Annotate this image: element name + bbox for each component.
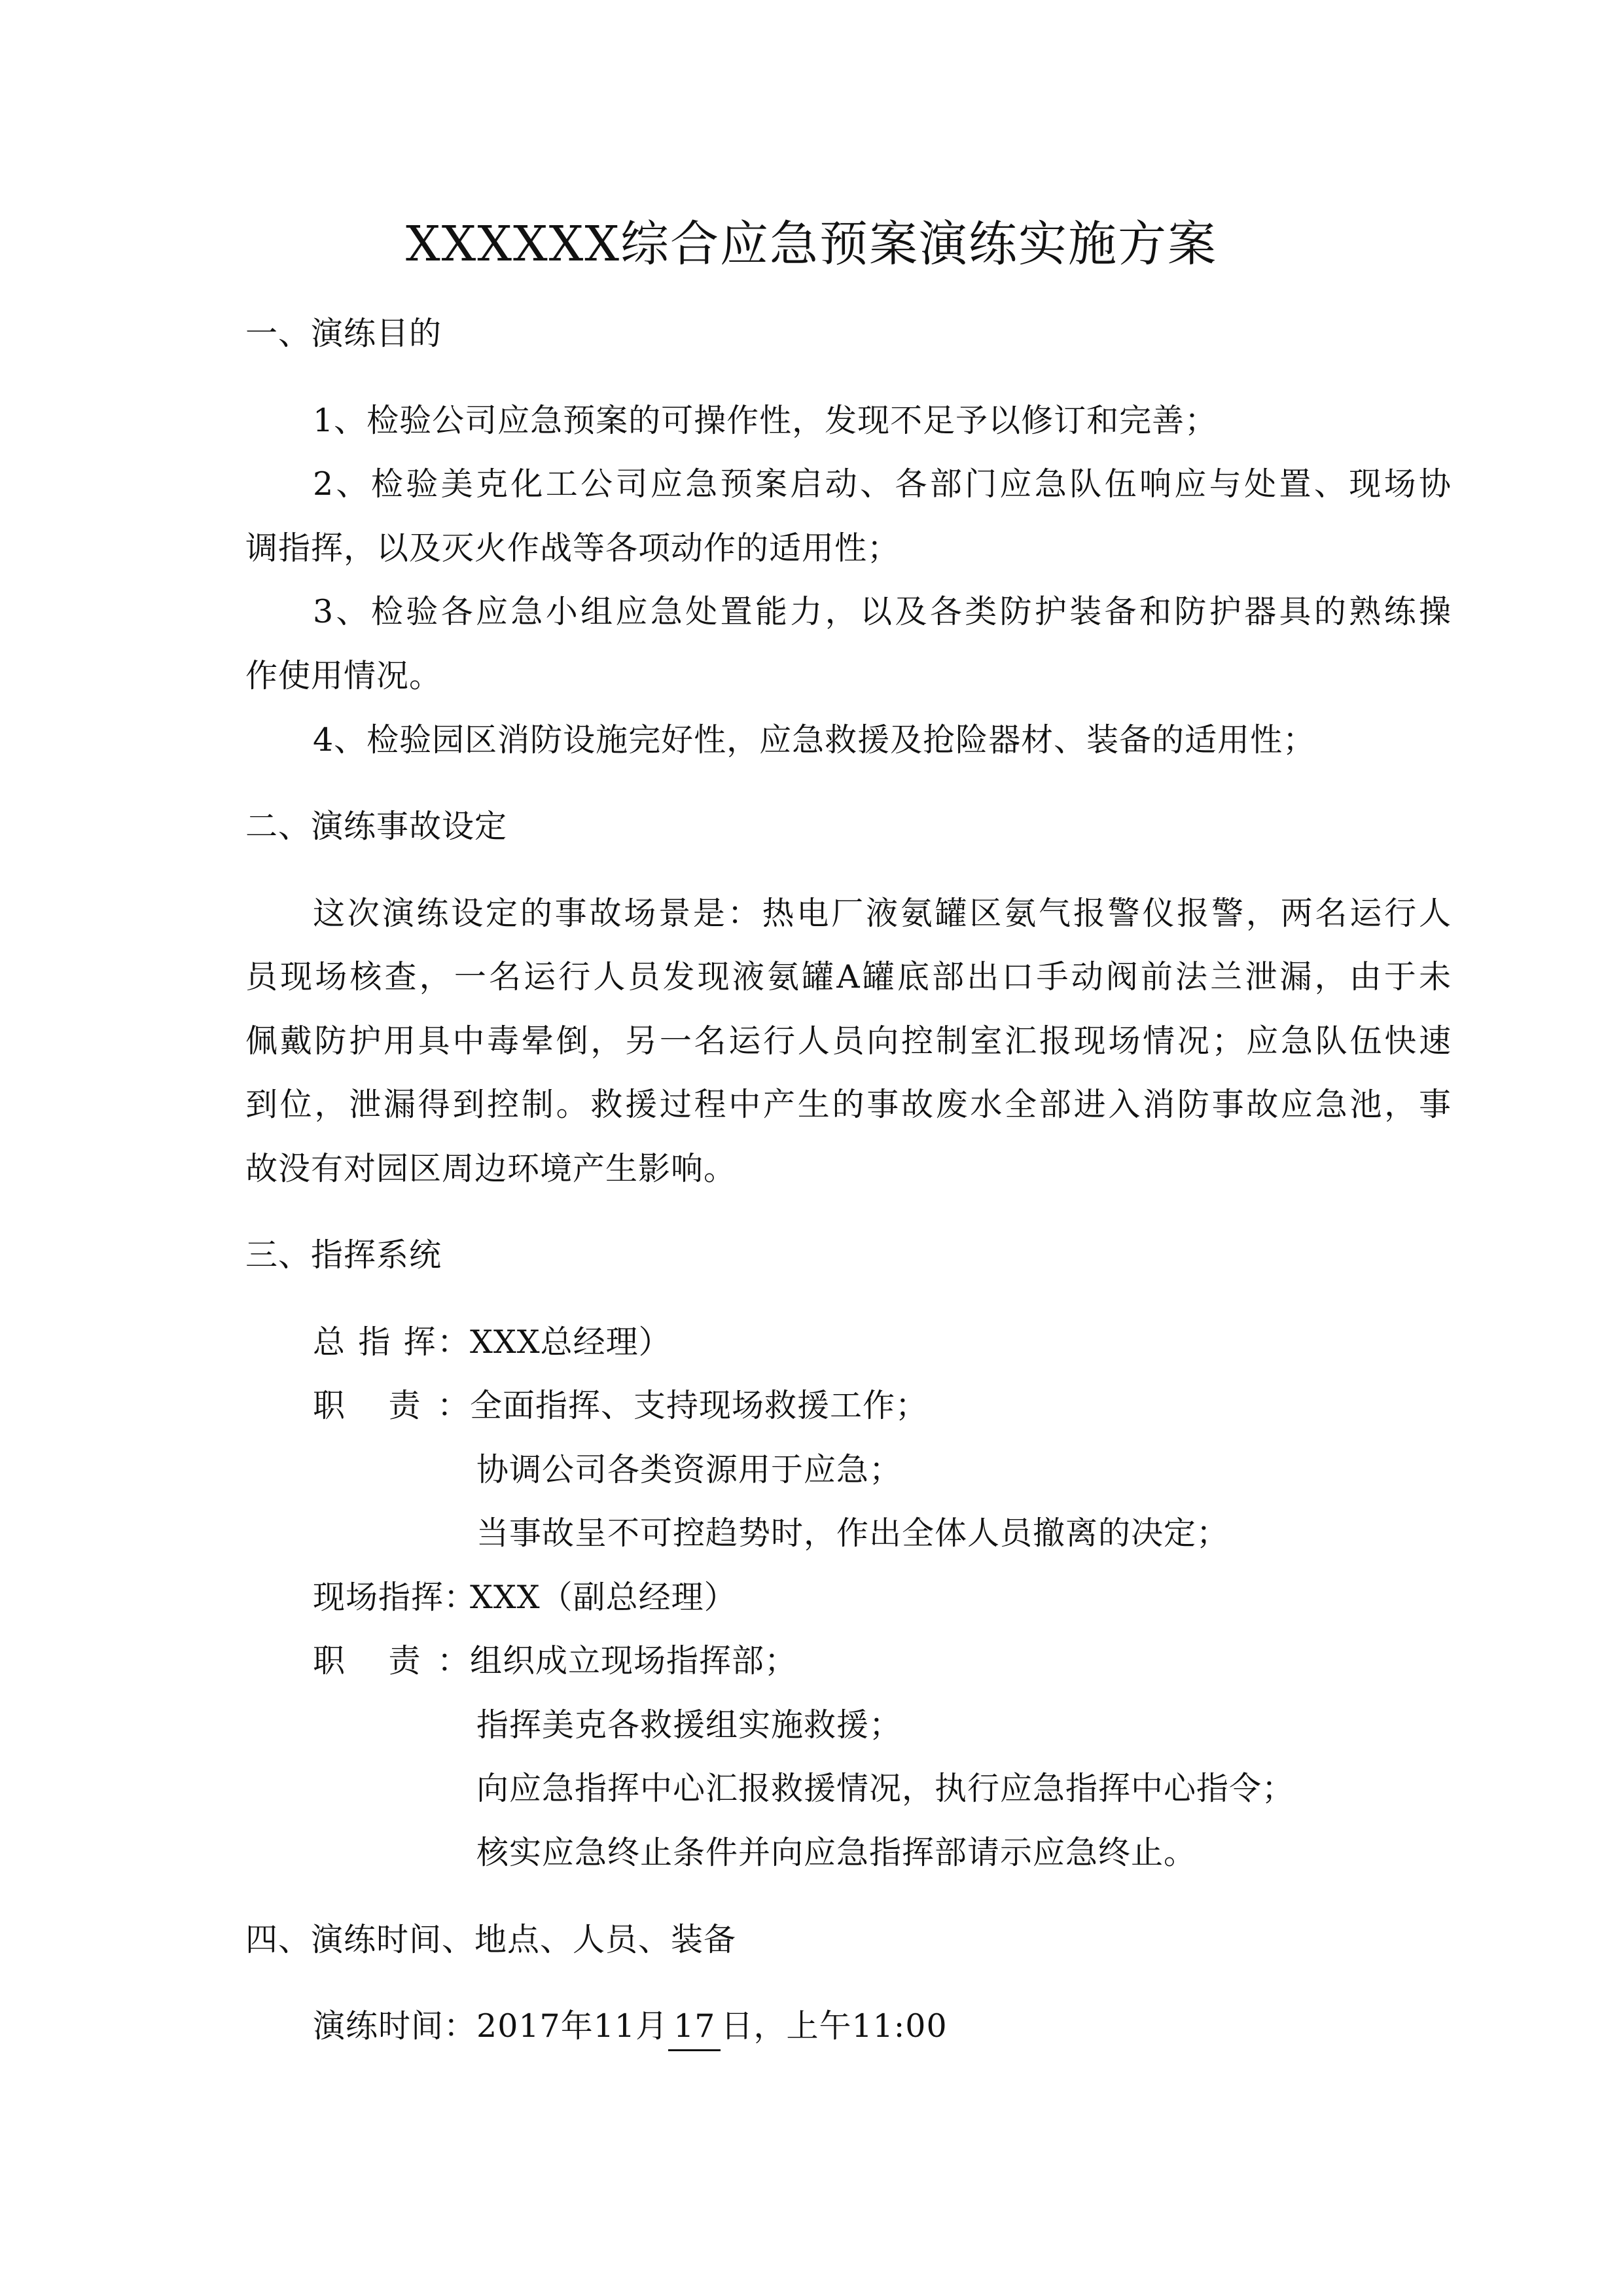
document-title: XXXXXX综合应急预案演练实施方案 <box>405 216 1218 272</box>
commander-duty-2: 协调公司各类资源用于应急； <box>476 1451 902 1488</box>
commander-row <box>313 1316 671 1369</box>
purpose-item-2: 2、检验美克化工公司应急预案启动、各部门应急队伍响应与处置、现场协 <box>313 465 1452 503</box>
field-duty-row <box>313 1635 797 1687</box>
field-duty-3: 向应急指挥中心汇报救援情况，执行应急指挥中心指令； <box>476 1770 1295 1807</box>
field-commander-row <box>313 1571 737 1624</box>
purpose-item-1: 1、检验公司应急预案的可操作性，发现不足予以修订和完善； <box>313 402 1218 439</box>
section-heading-logistics: 四、演练时间、地点、人员、装备 <box>245 1921 737 1958</box>
purpose-item-3-cont: 作使用情况。 <box>245 657 442 694</box>
commander-label: 总 指 挥： <box>313 1323 470 1361</box>
drill-time-day: 17 <box>668 2003 721 2051</box>
drill-time-prefix: 2017年11月 <box>476 2007 669 2045</box>
scenario-line-4: 到位，泄漏得到控制。救援过程中产生的事故废水全部进入消防事故应急池，事 <box>245 1086 1452 1123</box>
commander-duty-label: 职 责： <box>313 1387 470 1424</box>
field-duty-1: 组织成立现场指挥部； <box>470 1642 798 1679</box>
scenario-line-3: 佩戴防护用具中毒晕倒，另一名运行人员向控制室汇报现场情况；应急队伍快速 <box>245 1022 1452 1060</box>
section-heading-scenario: 二、演练事故设定 <box>245 808 508 845</box>
field-commander-label: 现场指挥： <box>313 1579 477 1616</box>
commander-duty-row <box>313 1380 928 1432</box>
drill-time-suffix: 日，上午11:00 <box>721 2007 948 2045</box>
field-duty-2: 指挥美克各救援组实施救援； <box>476 1706 902 1744</box>
scenario-line-1: 这次演练设定的事故场景是：热电厂液氨罐区氨气报警仪报警，两名运行人 <box>313 895 1452 932</box>
purpose-item-2-cont: 调指挥，以及灭火作战等各项动作的适用性； <box>245 529 901 567</box>
commander-duty-1: 全面指挥、支持现场救援工作； <box>470 1387 929 1424</box>
scenario-line-5: 故没有对园区周边环境产生影响。 <box>245 1150 737 1187</box>
section-heading-purpose: 一、演练目的 <box>245 315 442 352</box>
field-duty-4: 核实应急终止条件并向应急指挥部请示应急终止。 <box>476 1834 1197 1871</box>
commander-value: XXX总经理） <box>470 1323 671 1361</box>
field-commander-value: XXX（副总经理） <box>470 1579 737 1616</box>
field-duty-label: 职 责： <box>313 1642 470 1679</box>
purpose-item-4: 4、检验园区消防设施完好性，应急救援及抢险器材、装备的适用性； <box>313 721 1316 759</box>
drill-time-row <box>313 2000 948 2053</box>
section-heading-command: 三、指挥系统 <box>245 1236 442 1274</box>
scenario-line-2: 员现场核查，一名运行人员发现液氨罐A罐底部出口手动阀前法兰泄漏，由于未 <box>245 958 1452 996</box>
commander-duty-3: 当事故呈不可控趋势时，作出全体人员撤离的决定； <box>476 1515 1230 1552</box>
purpose-item-3: 3、检验各应急小组应急处置能力，以及各类防护装备和防护器具的熟练操 <box>313 593 1452 630</box>
drill-time-label: 演练时间： <box>313 2007 477 2045</box>
